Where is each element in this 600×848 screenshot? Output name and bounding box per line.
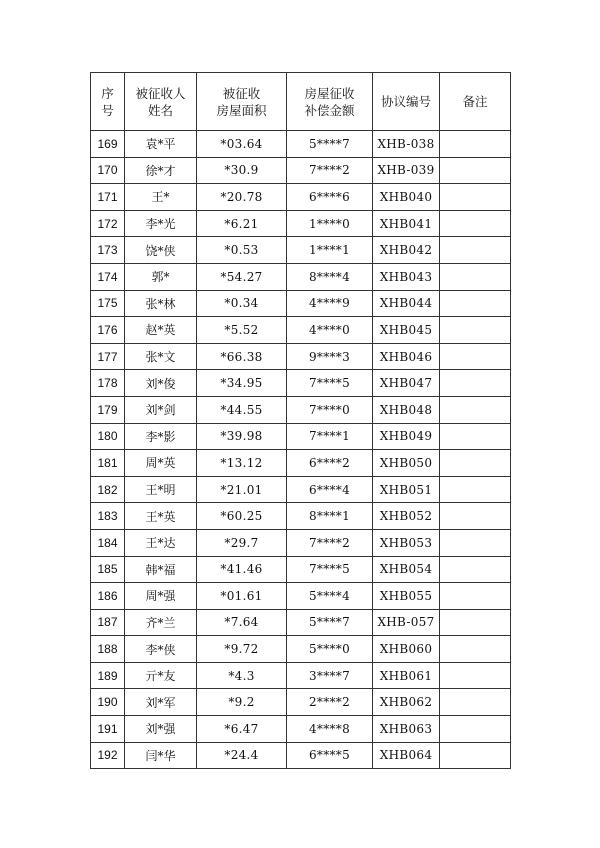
cell-remark [440,184,511,211]
table-row [91,237,511,264]
cell-remark [440,317,511,344]
table-row [91,662,511,689]
table-row [91,556,511,583]
cell-remark [440,237,511,264]
cell-agreement: XHB055 [373,583,440,610]
cell-amount: 7****0 [287,396,373,423]
table-row [91,290,511,317]
table-row [91,210,511,237]
cell-name: 周*英 [125,450,197,477]
cell-area: *29.7 [197,529,287,556]
table-row [91,636,511,663]
cell-no: 176 [91,317,125,344]
cell-name: 王*英 [125,503,197,530]
header-name [125,73,197,131]
cell-amount: 5****7 [287,609,373,636]
header-area-line: 被征收 [222,85,261,101]
cell-remark [440,529,511,556]
cell-amount: 9****3 [287,343,373,370]
cell-agreement: XHB064 [373,742,440,769]
cell-name: 李*影 [125,423,197,450]
cell-area: *20.78 [197,184,287,211]
cell-name: 赵*英 [125,317,197,344]
cell-agreement: XHB044 [373,290,440,317]
cell-amount: 7****5 [287,370,373,397]
cell-no: 178 [91,370,125,397]
cell-amount: 4****8 [287,716,373,743]
cell-remark [440,689,511,716]
cell-area: *24.4 [197,742,287,769]
cell-agreement: XHB047 [373,370,440,397]
table-row [91,503,511,530]
header-no-line: 号 [101,102,114,118]
table-row [91,450,511,477]
table-row [91,184,511,211]
cell-amount: 1****0 [287,210,373,237]
cell-remark [440,476,511,503]
table-row [91,343,511,370]
cell-agreement: XHB042 [373,237,440,264]
cell-remark [440,131,511,158]
cell-remark [440,716,511,743]
header-no [91,73,125,131]
cell-name: 徐*才 [125,157,197,184]
cell-area: *54.27 [197,263,287,290]
table-row [91,529,511,556]
cell-name: 李*侠 [125,636,197,663]
cell-no: 188 [91,636,125,663]
cell-area: *5.52 [197,317,287,344]
cell-area: *0.34 [197,290,287,317]
cell-name: 王* [125,184,197,211]
compensation-table [90,72,511,769]
cell-no: 185 [91,556,125,583]
table-row [91,609,511,636]
cell-agreement: XHB054 [373,556,440,583]
cell-amount: 6****6 [287,184,373,211]
cell-agreement: XHB045 [373,317,440,344]
cell-remark [440,556,511,583]
cell-area: *6.47 [197,716,287,743]
table-row [91,157,511,184]
cell-area: *6.21 [197,210,287,237]
cell-area: *34.95 [197,370,287,397]
table-row [91,396,511,423]
cell-name: 刘*军 [125,689,197,716]
cell-remark [440,609,511,636]
cell-amount: 7****2 [287,157,373,184]
cell-remark [440,210,511,237]
cell-remark [440,343,511,370]
cell-name: 王*明 [125,476,197,503]
cell-amount: 8****4 [287,263,373,290]
cell-no: 169 [91,131,125,158]
cell-remark [440,423,511,450]
table-row [91,742,511,769]
cell-no: 175 [91,290,125,317]
table-row [91,317,511,344]
cell-agreement: XHB-057 [373,609,440,636]
table-body [91,131,511,769]
header-amount-line: 房屋征收 [304,85,355,101]
cell-area: *7.64 [197,609,287,636]
header-area-line: 房屋面积 [216,102,267,118]
cell-agreement: XHB-039 [373,157,440,184]
table-row [91,716,511,743]
cell-agreement: XHB040 [373,184,440,211]
cell-no: 191 [91,716,125,743]
cell-amount: 2****2 [287,689,373,716]
cell-no: 186 [91,583,125,610]
cell-area: *44.55 [197,396,287,423]
cell-name: 张*文 [125,343,197,370]
cell-no: 181 [91,450,125,477]
cell-amount: 6****2 [287,450,373,477]
cell-agreement: XHB061 [373,662,440,689]
cell-agreement: XHB063 [373,716,440,743]
table-row [91,689,511,716]
cell-name: 刘*强 [125,716,197,743]
cell-amount: 4****9 [287,290,373,317]
cell-amount: 6****4 [287,476,373,503]
cell-name: 王*达 [125,529,197,556]
table-row [91,263,511,290]
cell-remark [440,157,511,184]
cell-amount: 3****7 [287,662,373,689]
cell-no: 189 [91,662,125,689]
cell-name: 袁*平 [125,131,197,158]
cell-agreement: XHB043 [373,263,440,290]
table-row [91,583,511,610]
header-amount [287,73,373,131]
cell-name: 齐*兰 [125,609,197,636]
cell-remark [440,290,511,317]
cell-name: 饶*侠 [125,237,197,264]
cell-name: 刘*剑 [125,396,197,423]
cell-area: *39.98 [197,423,287,450]
header-remark: 备注 [440,73,511,131]
table-row [91,423,511,450]
cell-name: 亓*友 [125,662,197,689]
cell-area: *21.01 [197,476,287,503]
cell-no: 179 [91,396,125,423]
cell-amount: 6****5 [287,742,373,769]
cell-name: 李*光 [125,210,197,237]
cell-no: 174 [91,263,125,290]
cell-amount: 7****1 [287,423,373,450]
cell-remark [440,263,511,290]
header-name-line: 姓名 [147,102,173,118]
cell-agreement: XHB048 [373,396,440,423]
header-agreement: 协议编号 [373,73,440,131]
cell-agreement: XHB046 [373,343,440,370]
cell-no: 192 [91,742,125,769]
cell-remark [440,583,511,610]
cell-agreement: XHB062 [373,689,440,716]
cell-amount: 7****5 [287,556,373,583]
cell-name: 刘*俊 [125,370,197,397]
cell-no: 184 [91,529,125,556]
cell-area: *9.2 [197,689,287,716]
cell-agreement: XHB051 [373,476,440,503]
cell-no: 183 [91,503,125,530]
cell-no: 190 [91,689,125,716]
cell-area: *01.61 [197,583,287,610]
table-row [91,370,511,397]
cell-no: 173 [91,237,125,264]
cell-name: 闫*华 [125,742,197,769]
cell-area: *41.46 [197,556,287,583]
cell-no: 170 [91,157,125,184]
cell-agreement: XHB041 [373,210,440,237]
cell-no: 180 [91,423,125,450]
table-row [91,131,511,158]
cell-remark [440,450,511,477]
cell-remark [440,742,511,769]
cell-name: 韩*福 [125,556,197,583]
cell-agreement: XHB060 [373,636,440,663]
cell-name: 张*林 [125,290,197,317]
table-row [91,476,511,503]
cell-area: *03.64 [197,131,287,158]
header-name-line: 被征收人 [135,85,186,101]
cell-agreement: XHB-038 [373,131,440,158]
cell-remark [440,370,511,397]
cell-area: *60.25 [197,503,287,530]
header-row [91,73,511,131]
cell-area: *9.72 [197,636,287,663]
cell-agreement: XHB053 [373,529,440,556]
cell-agreement: XHB050 [373,450,440,477]
cell-amount: 7****2 [287,529,373,556]
cell-remark [440,503,511,530]
cell-amount: 1****1 [287,237,373,264]
cell-remark [440,396,511,423]
cell-no: 177 [91,343,125,370]
cell-remark [440,636,511,663]
cell-amount: 5****0 [287,636,373,663]
cell-no: 171 [91,184,125,211]
header-area [197,73,287,131]
cell-name: 周*强 [125,583,197,610]
cell-amount: 8****1 [287,503,373,530]
cell-area: *0.53 [197,237,287,264]
cell-amount: 5****4 [287,583,373,610]
cell-remark [440,662,511,689]
cell-area: *4.3 [197,662,287,689]
header-amount-line: 补偿金额 [304,102,355,118]
cell-no: 172 [91,210,125,237]
cell-agreement: XHB052 [373,503,440,530]
cell-no: 187 [91,609,125,636]
cell-area: *66.38 [197,343,287,370]
cell-amount: 5****7 [287,131,373,158]
cell-amount: 4****0 [287,317,373,344]
cell-area: *30.9 [197,157,287,184]
cell-area: *13.12 [197,450,287,477]
cell-agreement: XHB049 [373,423,440,450]
cell-no: 182 [91,476,125,503]
cell-name: 郭* [125,263,197,290]
header-no-line: 序 [101,85,114,101]
